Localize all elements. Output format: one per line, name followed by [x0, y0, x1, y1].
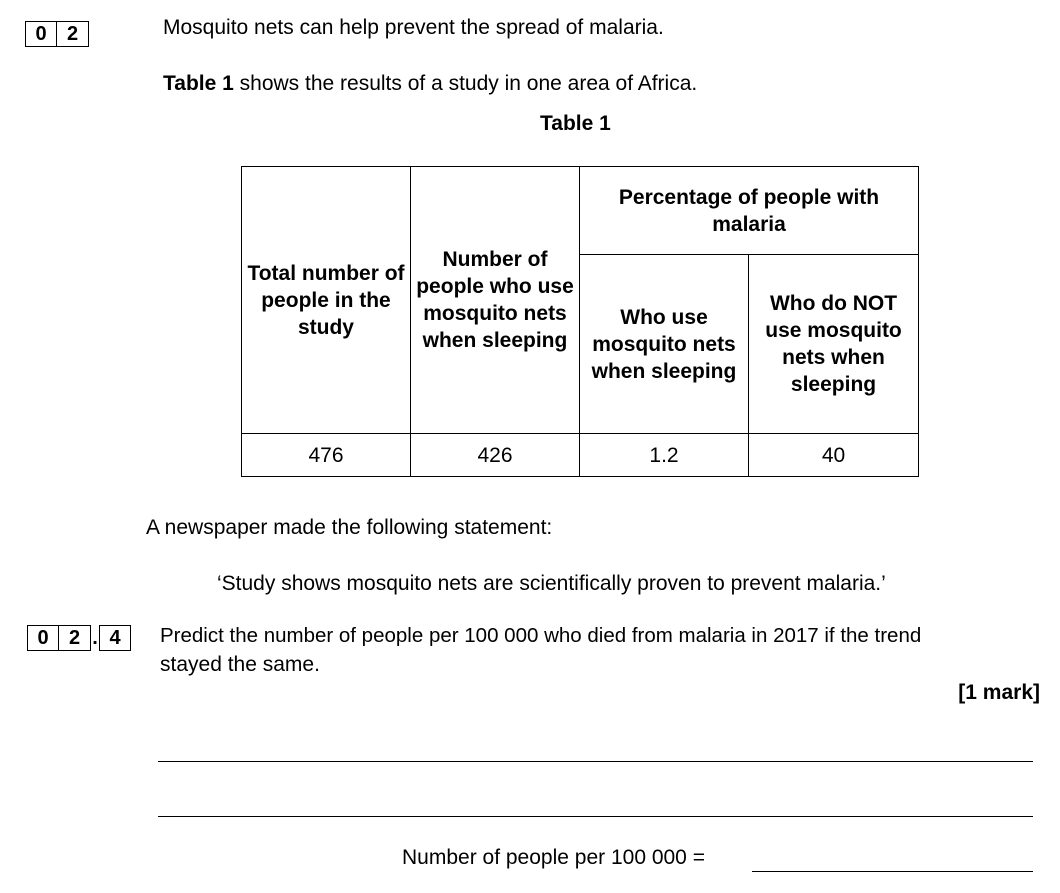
- table-reference-label: Table 1: [163, 72, 234, 95]
- intro-text: Mosquito nets can help prevent the spread of malaria.: [163, 16, 664, 39]
- header-total-people: Total number of people in the study: [242, 167, 411, 434]
- cell-people-using-nets: 426: [411, 434, 580, 477]
- question-text-line-2: stayed the same.: [160, 653, 320, 676]
- final-answer-line[interactable]: [752, 871, 1033, 872]
- answer-label: Number of people per 100 000 =: [402, 846, 705, 869]
- table-row: [242, 434, 919, 477]
- newspaper-lead: A newspaper made the following statement:: [146, 516, 553, 539]
- question-digit: 4: [99, 625, 131, 651]
- question-text-line-1: Predict the number of people per 100 000 who died from malaria in 2017 if the trend: [160, 624, 922, 647]
- question-number-02: [25, 21, 89, 47]
- question-dot: .: [92, 626, 98, 649]
- marks-label: [1 mark]: [958, 681, 1040, 704]
- question-digit: 2: [59, 625, 91, 651]
- question-digit: 2: [57, 21, 89, 47]
- cell-percent-not-use-nets: 40: [749, 434, 919, 477]
- table-caption: Table 1: [540, 112, 611, 135]
- question-digit: 0: [27, 625, 59, 651]
- cell-percent-use-nets: 1.2: [580, 434, 749, 477]
- table-reference-rest: shows the results of a study in one area of Africa.: [233, 72, 698, 95]
- answer-line[interactable]: [158, 816, 1033, 817]
- cell-total-people: 476: [242, 434, 411, 477]
- question-digit: 0: [25, 21, 57, 47]
- answer-line[interactable]: [158, 761, 1033, 762]
- study-results-table: [241, 166, 919, 477]
- newspaper-quote: ‘Study shows mosquito nets are scientifically proven to prevent malaria.’: [217, 572, 886, 595]
- header-people-using-nets: Number of people who use mosquito nets when sleeping: [411, 167, 580, 434]
- header-use-nets: Who use mosquito nets when sleeping: [580, 255, 749, 434]
- header-percentage-malaria: Percentage of people with malaria: [580, 167, 919, 255]
- question-number-02-4: [27, 625, 131, 651]
- table-reference-text: [163, 70, 697, 98]
- header-not-use-nets: Who do NOT use mosquito nets when sleeping: [749, 255, 919, 434]
